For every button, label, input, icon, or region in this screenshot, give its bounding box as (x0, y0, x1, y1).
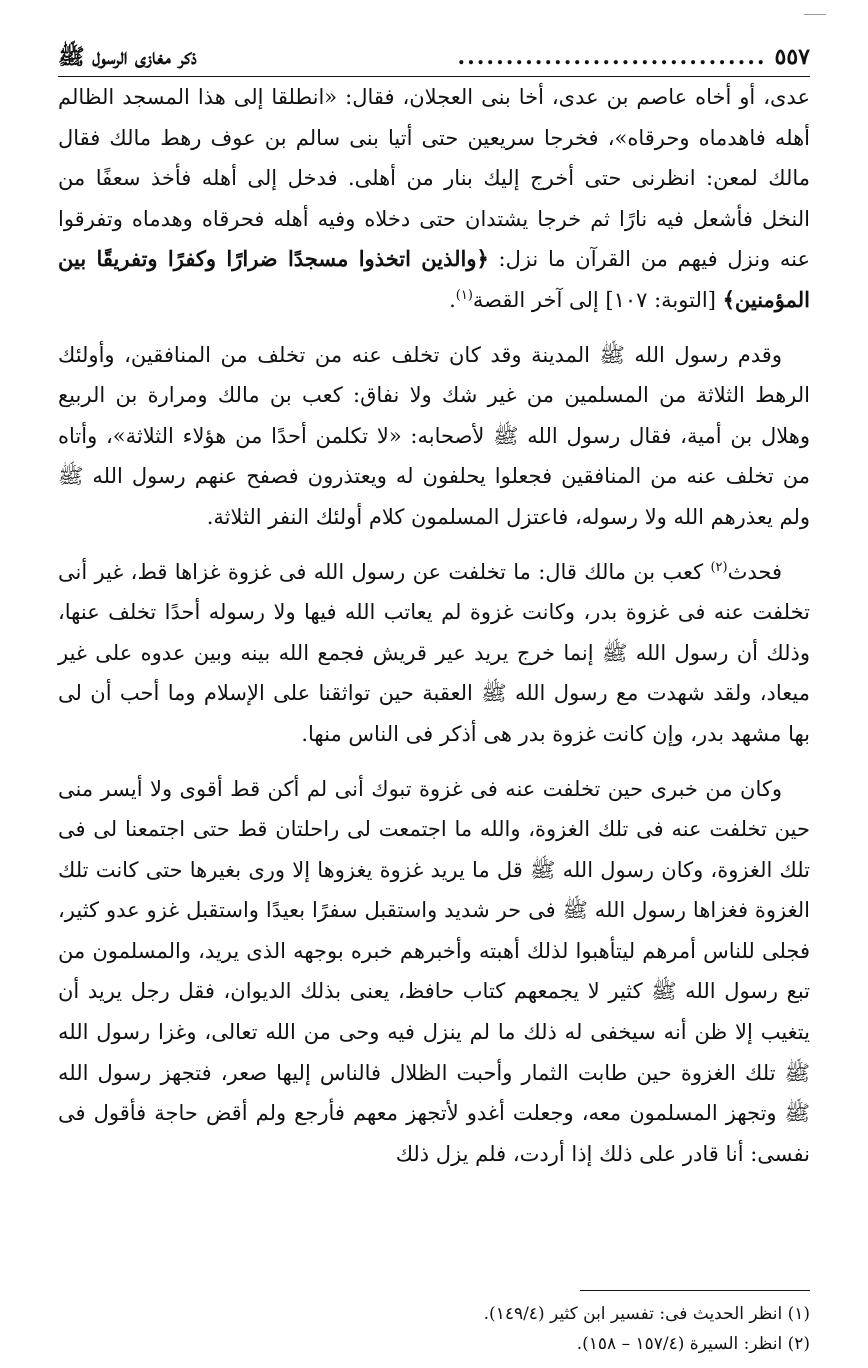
page-body (58, 77, 810, 1174)
paragraph-4: وكان من خبرى حين تخلفت عنه فى غزوة تبوك أنى لم أكن قط أقوى ولا أيسر منى حين تخلفت عنه فى تلك الغزوة، والله ما اجتمعت لى راحلتان قط حتى اجتمعنا لى فى تلك الغزوة، وكان رسول الله ﷺ قل ما يريد غزوة يغزوها إلا ورى بغيرها حتى كانت تلك الغزوة فغزاها رسول الله ﷺ فى حر شديد واستقبل سفرًا بعيدًا واستقبل غزو عدو كثير، فجلى للناس أمرهم ليتأهبوا لذلك أهبته وأخبرهم خبره بوجهه الذى يريد، والمسلمون من تبع رسول الله ﷺ كثير لا يجمعهم كتاب حافظ، يعنى بذلك الديوان، فقل رجل يريد أن يتغيب إلا ظن أنه سيخفى له ذلك ما لم ينزل فيه وحى من الله تعالى، وغزا رسول الله ﷺ تلك الغزوة حين طابت الثمار وأحبت الظلال فالناس إليها صعر، فتجهز رسول الله ﷺ وتجهز المسلمون معه، وجعلت أغدو لأتجهز معهم فأرجع ولم أقض حاجة فأقول فى نفسى: أنا قادر على ذلك إذا أردت، فلم يزل ذلك (58, 776, 810, 1166)
paragraph-1-text: عدى، أو أخاه عاصم بن عدى، أخا بنى العجلان، فقال: «انطلقا إلى هذا المسجد الظالم أهله فاهدماه وحرقاه»، فخرجا سريعين حتى أتيا بنى سالم بن عوف رهط مالك فقال مالك لمعن: انظرنى حتى أخرج إليك بنار من أهلى. فدخل إلى أهله فأخذ سعفًا من النخل فأشعل فيه نارًا ثم خرجا يشتدان حتى دخلاه وفيه أهله فحرقاه وهدماه وتفرقوا عنه ونزل فيهم من القرآن ما نزل: (58, 85, 810, 272)
quran-verse: ﴿والذين اتخذوا مسجدًا ضرارًا وكفرًا وتفريقًا بين المؤمنين﴾ (58, 246, 810, 312)
paragraph-3-lead: فحدث (727, 559, 782, 584)
paragraph-1-end: . (449, 287, 456, 312)
paragraph-3-text: كعب بن مالك قال: ما تخلفت عن رسول الله فى غزوة غزاها قط، غير أنى تخلفت عنه فى غزوة بدر، وكانت غزوة لم يعاتب الله فيها ولا رسوله أحدًا تخلف عنها، وذلك أن رسول الله ﷺ إنما خرج يريد عير قريش فجمع الله بينه وبين عدوه على غير ميعاد، ولقد شهدت مع رسول الله ﷺ العقبة حين تواثقنا على الإسلام وما أحب أن لى بها مشهد بدر، وإن كانت غزوة بدر هى أذكر فى الناس منها. (58, 559, 810, 746)
header-leader-dots: ................................ (457, 44, 767, 70)
paragraph-1-citation: [التوبة: ١٠٧] إلى آخر القصة (472, 287, 723, 312)
footnotes (58, 1290, 810, 1359)
page-number: ٥٥٧ (774, 44, 810, 70)
paragraph-3 (58, 552, 810, 755)
paragraph-1 (58, 77, 810, 321)
footnote-ref-1[interactable]: (١) (455, 287, 473, 303)
footnote-ref-2[interactable]: (٢) (710, 559, 728, 575)
footnote-rule (580, 1290, 810, 1291)
scan-mark (804, 14, 826, 15)
paragraph-2: وقدم رسول الله ﷺ المدينة وقد كان تخلف عنه من تخلف من المنافقين، وأولئك الرهط الثلاثة من المسلمين من غير شك ولا نفاق: كعب بن مالك ومرارة بن الربيع وهلال بن أمية، فقال رسول الله ﷺ لأصحابه: «لا تكلمن أحدًا من هؤلاء الثلاثة»، وأتاه من تخلف عنه من المنافقين فجعلوا يحلفون له ويعتذرون فصفح عنهم رسول الله ﷺ ولم يعذرهم الله ولا رسوله، فاعتزل المسلمون كلام أولئك النفر الثلاثة. (58, 342, 810, 529)
footnote-1: (١) انظر الحديث فى: تفسير ابن كثير (١٤٩/٤). (483, 1304, 810, 1324)
footnote-2: (٢) انظر: السيرة (١٥٧/٤ – ١٥٨). (576, 1334, 810, 1354)
running-header (58, 40, 810, 77)
header-title: ذكر مغازى الرسول ﷺ (58, 44, 197, 70)
